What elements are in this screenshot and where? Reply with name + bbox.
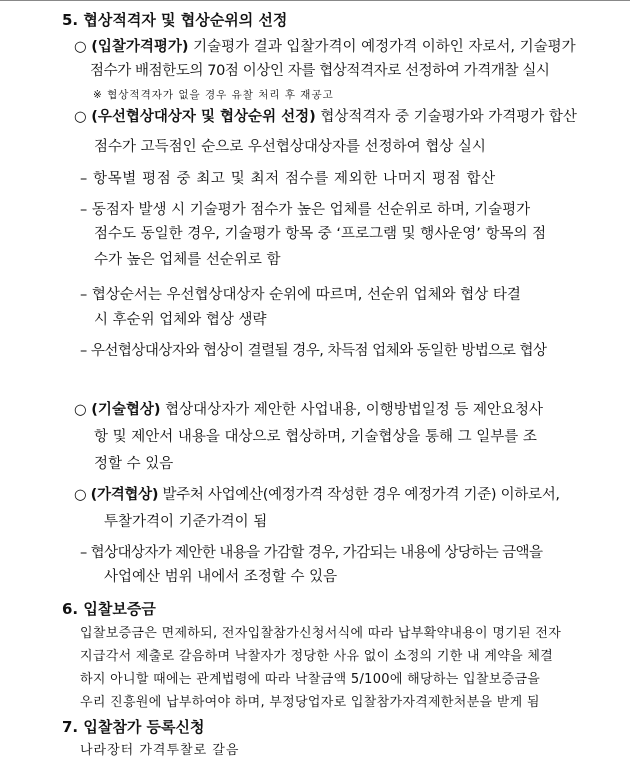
paragraph-line: 수가 높은 업체를 선순위로 함 (94, 252, 281, 268)
paragraph-line: 사업예산 범위 내에서 조정할 수 있음 (104, 569, 338, 585)
paragraph-line: 점수가 배점한도의 70점 이상인 자를 협상적격자로 선정하여 가격개찰 실시 (90, 63, 550, 79)
section-6-title: 6. 입찰보증금 (62, 600, 156, 618)
circle-bullet: ○ (74, 39, 87, 55)
circle-bullet: ○ (74, 402, 87, 418)
dash-item: – 협상순서는 우선협상대상자 순위에 따르며, 선순위 업체와 협상 타결 (80, 287, 521, 303)
paragraph-line: 정할 수 있음 (94, 456, 174, 472)
paragraph-line: 나라장터 가격투찰로 갈음 (80, 743, 240, 758)
bullet-tech-negotiation (74, 399, 543, 421)
note-line: ※ 협상적격자가 없을 경우 유찰 처리 후 재공고 (93, 89, 334, 101)
bullet-text: 기술평가 결과 입찰가격이 예정가격 이하인 자로서, 기술평가 (188, 39, 576, 55)
circle-bullet: ○ (74, 487, 87, 503)
paragraph-line: 항 및 제안서 내용을 대상으로 협상하며, 기술협상을 통해 그 일부를 조 (94, 429, 537, 445)
dash-item: – 우선협상대상자와 협상이 결렬될 경우, 차득점 업체와 동일한 방법으로 협상 (80, 343, 547, 359)
bullet-label: (기술협상) (91, 402, 161, 418)
paragraph-line: 투찰가격이 기준가격이 됨 (104, 514, 268, 530)
bullet-priority-negotiation (74, 106, 577, 128)
bullet-label: (입찰가격평가) (91, 39, 189, 55)
paragraph-line: 시 후순위 업체와 협상 생략 (94, 312, 267, 328)
bullet-label: (우선협상대상자 및 협상순위 선정) (91, 109, 316, 125)
dash-item: – 동점자 발생 시 기술평가 점수가 높은 업체를 선순위로 하며, 기술평가 (80, 202, 531, 218)
dash-item: – 협상대상자가 제안한 내용을 가감할 경우, 가감되는 내용에 상당하는 금액을 (80, 545, 543, 561)
section-7-title: 7. 입찰참가 등록신청 (62, 718, 205, 736)
paragraph-line: 점수가 고득점인 순으로 우선협상대상자를 선정하여 협상 실시 (94, 139, 486, 155)
section-5-title: 5. 협상적격자 및 협상순위의 선정 (62, 11, 288, 29)
bullet-label: (가격협상) (90, 487, 159, 503)
bullet-price-negotiation (74, 484, 560, 506)
paragraph-line: 하지 아니할 때에는 관계법령에 따라 낙찰금액 5/100에 해당하는 입찰보증금을 (80, 672, 541, 687)
bullet-bid-price-eval (74, 36, 576, 58)
paragraph-line: 지급각서 제출로 갈음하며 낙찰자가 정당한 사유 없이 소정의 기한 내 계약을 체결 (80, 649, 554, 664)
paragraph-line: 우리 진흥원에 납부하여야 하며, 부정당업자로 입찰참가자격제한처분을 받게 됨 (80, 695, 540, 710)
dash-item: – 항목별 평점 중 최고 및 최저 점수를 제외한 나머지 평점 합산 (80, 171, 496, 187)
bullet-text: 발주처 사업예산(예정가격 작성한 경우 예정가격 기준) 이하로서, (158, 487, 560, 503)
bullet-text: 협상대상자가 제안한 사업내용, 이행방법일정 등 제안요청사 (160, 402, 543, 418)
paragraph-line: 점수도 동일한 경우, 기술평가 항목 중 ‘프로그램 및 행사운영’ 항목의 점 (94, 226, 547, 242)
bullet-text: 협상적격자 중 기술평가와 가격평가 합산 (315, 109, 577, 125)
top-rule (0, 0, 630, 4)
circle-bullet: ○ (74, 109, 87, 125)
paragraph-line: 입찰보증금은 면제하되, 전자입찰참가신청서식에 따라 납부확약내용이 명기된 전자 (80, 626, 562, 641)
